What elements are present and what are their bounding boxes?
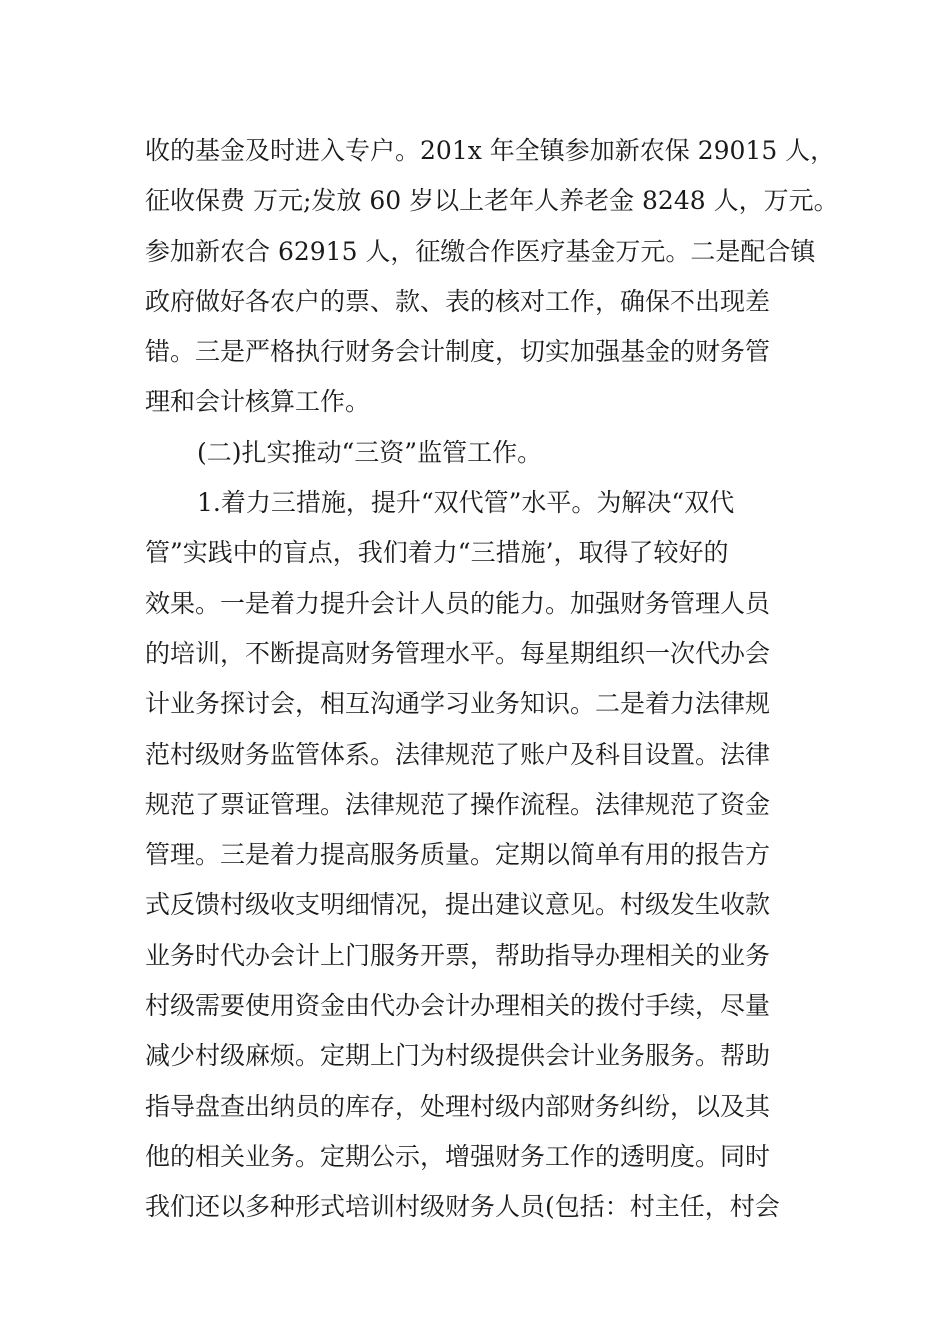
text-line: 式反馈村级收支明细情况，提出建议意见。村级发生收款 — [145, 890, 771, 920]
text-line: 村级需要使用资金由代办会计办理相关的拨付手续，尽量 — [145, 991, 771, 1021]
body-text — [145, 126, 839, 1233]
text-line: 他的相关业务。定期公示，增强财务工作的透明度。同时 — [145, 1141, 771, 1171]
text-line: 征收保费 万元;发放 60 岁以上老年人养老金 8248 人，万元。 — [145, 186, 839, 216]
text-line: 效果。一是着力提升会计人员的能力。加强财务管理人员 — [145, 588, 771, 618]
text-line: 的培训，不断提高财务管理水平。每星期组织一次代办会 — [145, 638, 771, 668]
subsection-heading: 1.着力三措施，提升“双代管”水平。为解决“双代 — [197, 488, 735, 518]
text-line: 错。三是严格执行财务会计制度，切实加强基金的财务管 — [145, 337, 771, 367]
text-line: 管”实践中的盲点，我们着力“三措施’，取得了较好的 — [145, 538, 729, 568]
text-line: 指导盘查出纳员的库存，处理村级内部财务纠纷，以及其 — [145, 1091, 771, 1121]
text-line: 理和会计核算工作。 — [145, 387, 371, 417]
section-heading: (二)扎实推动“三资”监管工作。 — [197, 437, 543, 467]
text-line: 收的基金及时进入专户。201x 年全镇参加新农保 29015 人， — [145, 136, 836, 165]
text-line: 规范了票证管理。法律规范了操作流程。法律规范了资金 — [145, 789, 771, 819]
text-line: 管理。三是着力提高服务质量。定期以简单有用的报告方 — [145, 840, 771, 870]
text-line: 减少村级麻烦。定期上门为村级提供会计业务服务。帮助 — [145, 1041, 771, 1071]
text-line: 范村级财务监管体系。法律规范了账户及科目设置。法律 — [145, 739, 771, 769]
text-line: 政府做好各农户的票、款、表的核对工作，确保不出现差 — [145, 286, 771, 316]
text-line: 业务时代办会计上门服务开票，帮助指导办理相关的业务 — [145, 940, 771, 970]
text-line: 我们还以多种形式培训村级财务人员(包括：村主任，村会 — [145, 1192, 780, 1222]
text-line: 计业务探讨会，相互沟通学习业务知识。二是着力法律规 — [145, 689, 771, 719]
text-line: 参加新农合 62915 人，征缴合作医疗基金万元。二是配合镇 — [145, 236, 816, 266]
